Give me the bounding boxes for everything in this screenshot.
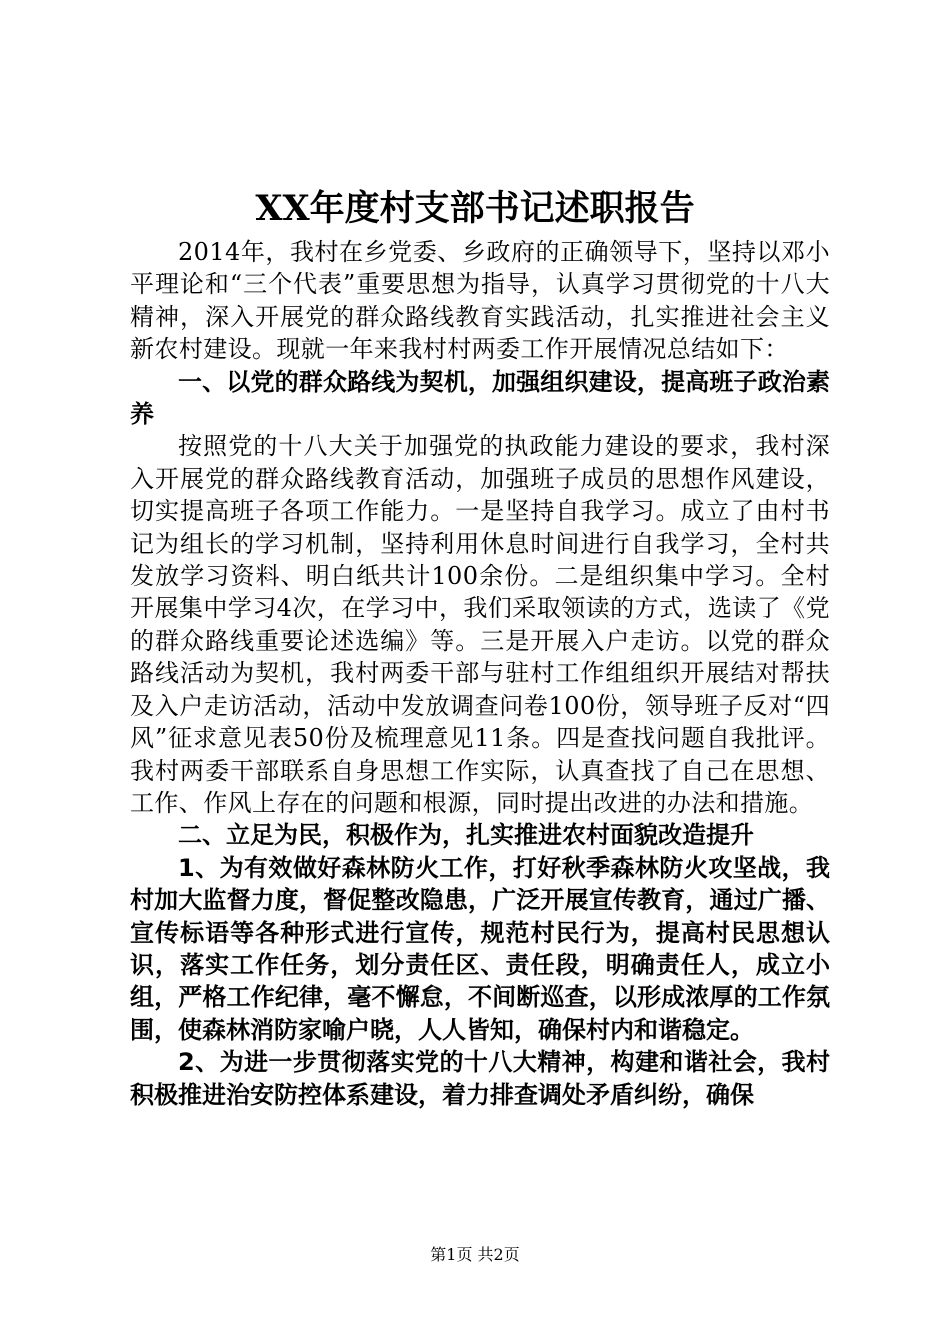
section-heading-1: 一、以党的群众路线为契机，加强组织建设，提高班子政治素养 (130, 367, 830, 429)
section-1-paragraph: 按照党的十八大关于加强党的执政能力建设的要求，我村深入开展党的群众路线教育活动，加强班子成员的思想作风建设，切实提高班子各项工作能力。一是坚持自我学习。成立了由村书记为组长的学习机制，坚持利用休息时间进行自我学习，全村共发放学习资料、明白纸共计100余份。二是组织集中学习。全村开展集中学习4次，在学习中，我们采取领读的方式，选读了《党的群众路线重要论述选编》等。三是开展入户走访。以党的群众路线活动为契机，我村两委干部与驻村工作组组织开展结对帮扶及入户走访活动，活动中发放调查问卷100份，领导班子反对“四风”征求意见表50份及梳理意见11条。四是查找问题自我批评。我村两委干部联系自身思想工作实际，认真查找了自己在思想、工作、作风上存在的问题和根源，同时提出改进的办法和措施。 (130, 432, 830, 817)
section-heading-2: 二、立足为民，积极作为，扎实推进农村面貌改造提升 (178, 821, 754, 850)
section-2-item-2: 2、为进一步贯彻落实党的十八大精神，构建和谐社会，我村积极推进治安防控体系建设，着力排查调处矛盾纠纷，确保 (130, 1048, 830, 1109)
document-body (130, 236, 830, 1111)
page-number-footer: 第1页 共2页 (430, 1245, 520, 1264)
section-2-item-1: 1、为有效做好森林防火工作，打好秋季森林防火攻坚战，我村加大监督力度，督促整改隐患，广泛开展宣传教育，通过广播、宣传标语等各种形式进行宣传，规范村民行为，提高村民思想认识，落实工作任务，划分责任区、责任段，明确责任人，成立小组，严格工作纪律，毫不懈怠，不间断巡查，以形成浓厚的工作氛围，使森林消防家喻户晓，人人皆知，确保村内和谐稳定。 (130, 853, 830, 1044)
document-title: XX年度村支部书记述职报告 (255, 188, 695, 229)
intro-paragraph: 2014年，我村在乡党委、乡政府的正确领导下，坚持以邓小平理论和“三个代表”重要思想为指导，认真学习贯彻党的十八大精神，深入开展党的群众路线教育实践活动，扎实推进社会主义新农村建设。现就一年来我村村两委工作开展情况总结如下： (130, 238, 830, 364)
